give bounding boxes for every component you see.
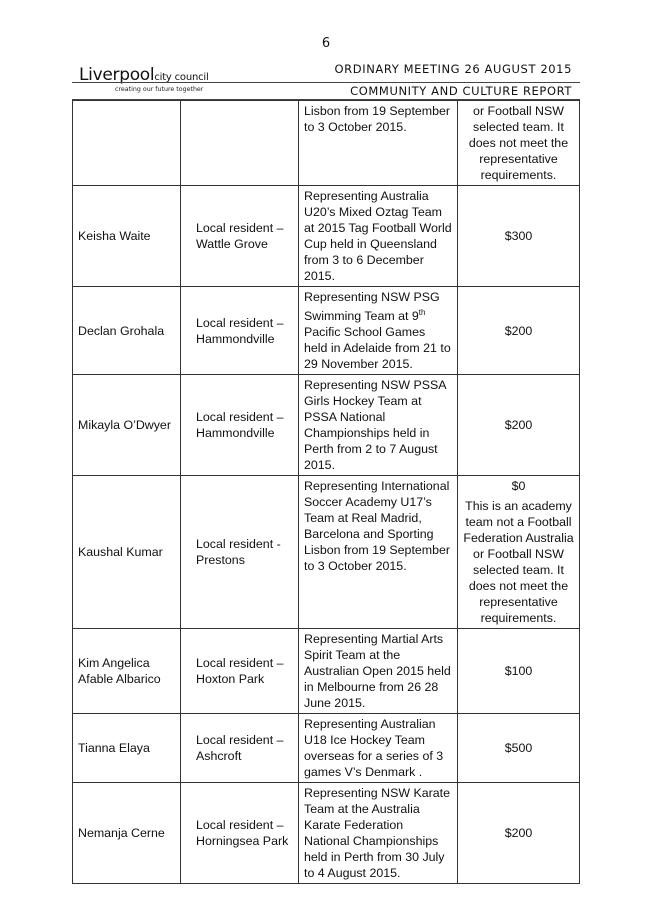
logo-wordmark	[79, 66, 209, 87]
logo-sub-text: city council	[154, 72, 209, 83]
cell-name: Nemanja Cerne	[73, 783, 181, 884]
council-logo	[79, 66, 209, 93]
cell-description: Representing Australian U18 Ice Hockey Team overseas for a series of 3 games V’s Denmark .	[299, 714, 458, 783]
table-row	[73, 375, 580, 476]
cell-residence: Local resident – Horningsea Park	[181, 783, 299, 884]
cell-amount: $500	[458, 714, 580, 783]
cell-name: Kaushal Kumar	[73, 476, 181, 629]
cell-amount: $200	[458, 375, 580, 476]
meeting-title: ORDINARY MEETING 26 AUGUST 2015	[334, 62, 572, 76]
header-rule-top	[72, 82, 580, 83]
cell-residence: Local resident – Wattle Grove	[181, 186, 299, 287]
table-row	[73, 629, 580, 714]
cell-residence: Local resident – Hammondville	[181, 287, 299, 375]
cell-amount: $300	[458, 186, 580, 287]
cell-description: Representing Australia U20’s Mixed Oztag Team at 2015 Tag Football World Cup held in Queensland from 3 to 6 December 2015.	[299, 186, 458, 287]
cell-residence	[181, 101, 299, 186]
cell-residence: Local resident – Ashcroft	[181, 714, 299, 783]
cell-name: Mikayla O’Dwyer	[73, 375, 181, 476]
sports-grants-table	[72, 100, 580, 884]
cell-name: Kim Angelica Afable Albarico	[73, 629, 181, 714]
description-superscript: th	[418, 308, 426, 317]
report-title: COMMUNITY AND CULTURE REPORT	[350, 84, 572, 98]
cell-description: Representing Martial Arts Spirit Team at the Australian Open 2015 held in Melbourne from 26 28 June 2015.	[299, 629, 458, 714]
cell-amount-note: or Football NSW selected team. It does not meet the representative requirements.	[458, 101, 580, 186]
cell-amount-with-note	[458, 476, 580, 629]
cell-description: Representing NSW Karate Team at the Australia Karate Federation National Championships held in Perth from 30 July to 4 August 2015.	[299, 783, 458, 884]
description-text-b: Pacific School Games held in Adelaide from 21 to 29 November 2015.	[304, 325, 451, 372]
logo-main-text: Liverpool	[79, 65, 155, 85]
cell-amount: $200	[458, 287, 580, 375]
cell-description: Lisbon from 19 September to 3 October 2015.	[299, 101, 458, 186]
cell-name: Keisha Waite	[73, 186, 181, 287]
amount-note: This is an academy team not a Football Federation Australia or Football NSW selected team. It does not meet the representative requirements.	[463, 499, 574, 626]
cell-amount: $100	[458, 629, 580, 714]
table-row	[73, 186, 580, 287]
cell-residence: Local resident – Hoxton Park	[181, 629, 299, 714]
table-row	[73, 287, 580, 375]
page-number: 6	[321, 36, 331, 51]
cell-name: Tianna Elaya	[73, 714, 181, 783]
cell-residence: Local resident – Hammondville	[181, 375, 299, 476]
cell-description	[299, 287, 458, 375]
description-text-a: Representing NSW PSG Swimming Team at 9	[304, 290, 440, 324]
cell-residence: Local resident - Prestons	[181, 476, 299, 629]
table-row	[73, 476, 580, 629]
cell-description: Representing NSW PSSA Girls Hockey Team at PSSA National Championships held in Perth from 2 to 7 August 2015.	[299, 375, 458, 476]
table-row	[73, 101, 580, 186]
cell-description: Representing International Soccer Academy U17’s Team at Real Madrid, Barcelona and Sporting Lisbon from 19 September to 3 October 2015.	[299, 476, 458, 629]
table-row	[73, 783, 580, 884]
amount-value: $0	[511, 479, 526, 494]
cell-amount: $200	[458, 783, 580, 884]
logo-tagline: creating our future together	[115, 86, 204, 93]
cell-name: Declan Grohala	[73, 287, 181, 375]
cell-name	[73, 101, 181, 186]
table-row	[73, 714, 580, 783]
